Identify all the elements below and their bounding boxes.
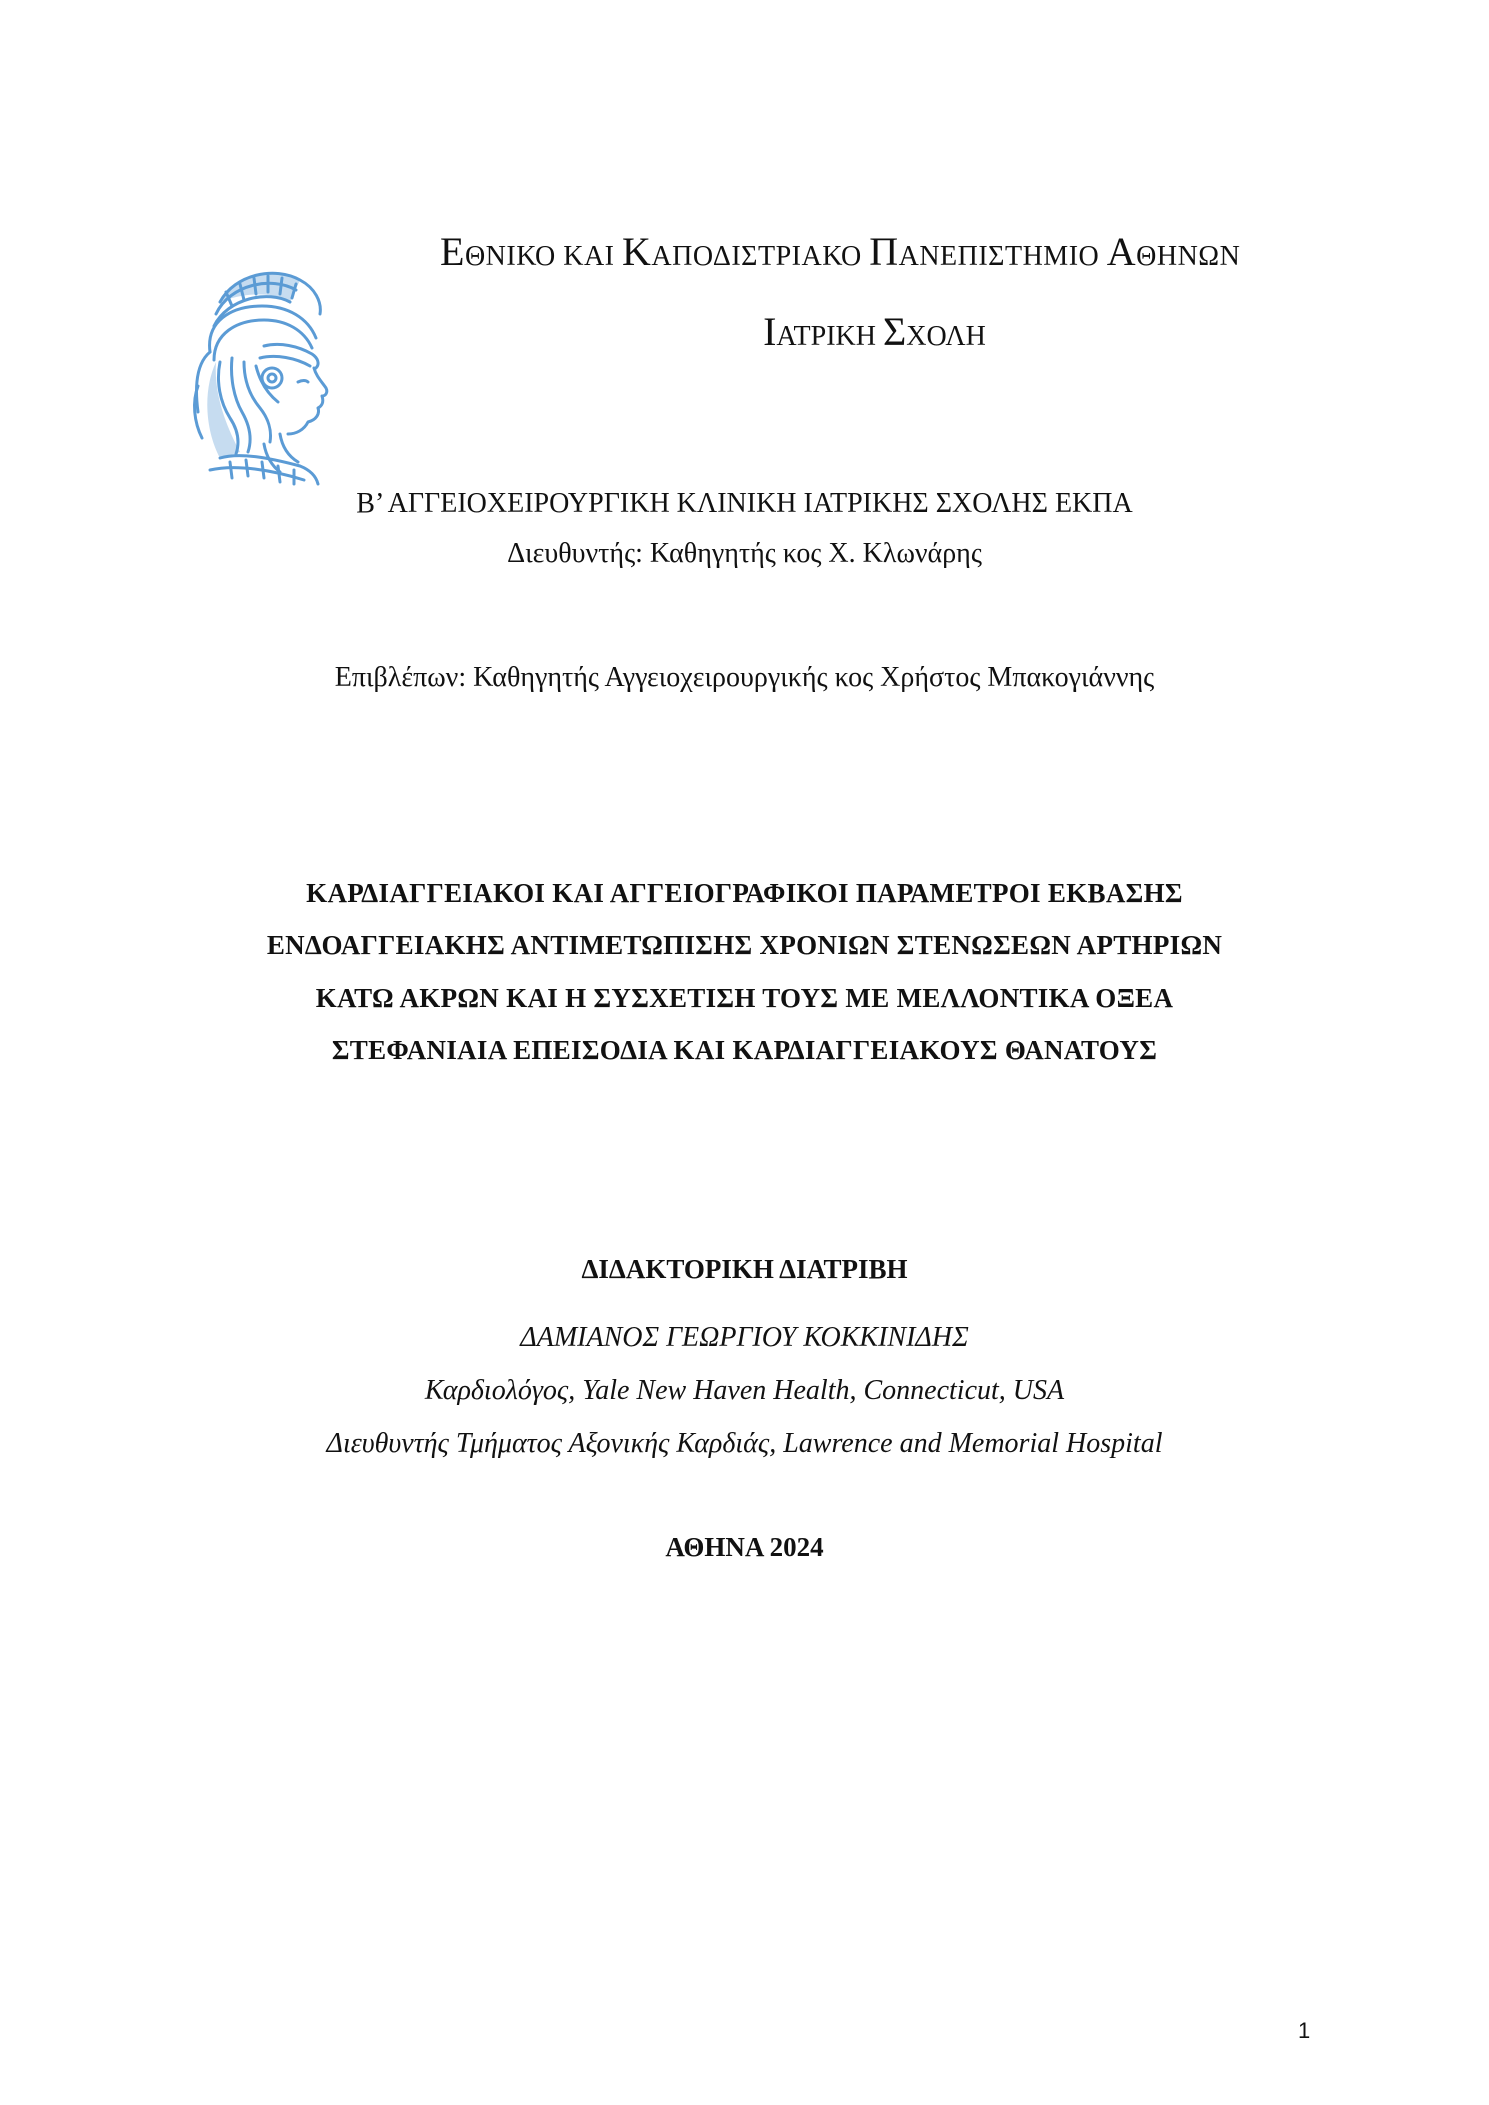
author-affiliation: Διευθυντής Τμήματος Αξονικής Καρδιάς, Lawrence and Memorial Hospital xyxy=(326,1428,1163,1459)
university-word-1: ΕΘΝΙΚΟ ΚΑΙ xyxy=(440,229,622,274)
thesis-title-line: ΣΤΕΦΑΝΙΑΙΑ ΕΠΕΙΣΟΔΙΑ ΚΑΙ ΚΑΡΔΙΑΓΓΕΙΑΚΟΥΣ ΘΑΝΑΤΟΥΣ xyxy=(331,1035,1158,1065)
thesis-title-line: ΚΑΤΩ ΑΚΡΩΝ ΚΑΙ Η ΣΥΣΧΕΤΙΣΗ ΤΟΥΣ ΜΕ ΜΕΛΛΟΝΤΙΚΑ ΟΞΕΑ xyxy=(315,983,1174,1013)
university-name xyxy=(440,228,1340,275)
school-word-2: ΣΧΟΛΗ xyxy=(883,309,986,354)
city-year: ΑΘΗΝΑ 2024 xyxy=(665,1532,824,1562)
thesis-supervisor: Επιβλέπων: Καθηγητής Αγγειοχειρουργικής κος Χρήστος Μπακογιάννης xyxy=(334,662,1155,693)
thesis-title-line: ΕΝΔΟΑΓΓΕΙΑΚΗΣ ΑΝΤΙΜΕΤΩΠΙΣΗΣ ΧΡΟΝΙΩΝ ΣΤΕΝΩΣΕΩΝ ΑΡΤΗΡΙΩΝ xyxy=(266,930,1223,960)
thesis-title-line: ΚΑΡΔΙΑΓΓΕΙΑΚΟΙ ΚΑΙ ΑΓΓΕΙΟΓΡΑΦΙΚΟΙ ΠΑΡΑΜΕΤΡΟΙ ΕΚΒΑΣΗΣ xyxy=(306,878,1183,908)
page-number: 1 xyxy=(1298,2018,1311,2043)
school-word-1: ΙΑΤΡΙΚΗ xyxy=(763,309,883,354)
university-word-2: ΚΑΠΟΔΙΣΤΡΙΑΚΟ xyxy=(621,229,870,274)
clinic-director: Διευθυντής: Καθηγητής κος Χ. Κλωνάρης xyxy=(507,538,982,569)
athena-head-icon xyxy=(180,262,340,490)
author-name: ΔΑΜΙΑΝΟΣ ΓΕΩΡΓΙΟΥ ΚΟΚΚΙΝΙΔΗΣ xyxy=(520,1322,969,1353)
university-word-3: ΠΑΝΕΠΙΣΤΗΜΙΟ xyxy=(869,229,1107,274)
author-affiliation: Καρδιολόγος, Yale New Haven Health, Connecticut, USA xyxy=(424,1375,1065,1406)
school-name xyxy=(0,308,1489,355)
university-word-4: ΑΘΗΝΩΝ xyxy=(1106,229,1241,274)
thesis-type: ΔΙΔΑΚΤΟΡΙΚΗ ΔΙΑΤΡΙΒΗ xyxy=(581,1254,908,1284)
clinic-name: Β’ ΑΓΓΕΙΟΧΕΙΡΟΥΡΓΙΚΗ ΚΛΙΝΙΚΗ ΙΑΤΡΙΚΗΣ ΣΧΟΛΗΣ ΕΚΠΑ xyxy=(356,488,1133,519)
